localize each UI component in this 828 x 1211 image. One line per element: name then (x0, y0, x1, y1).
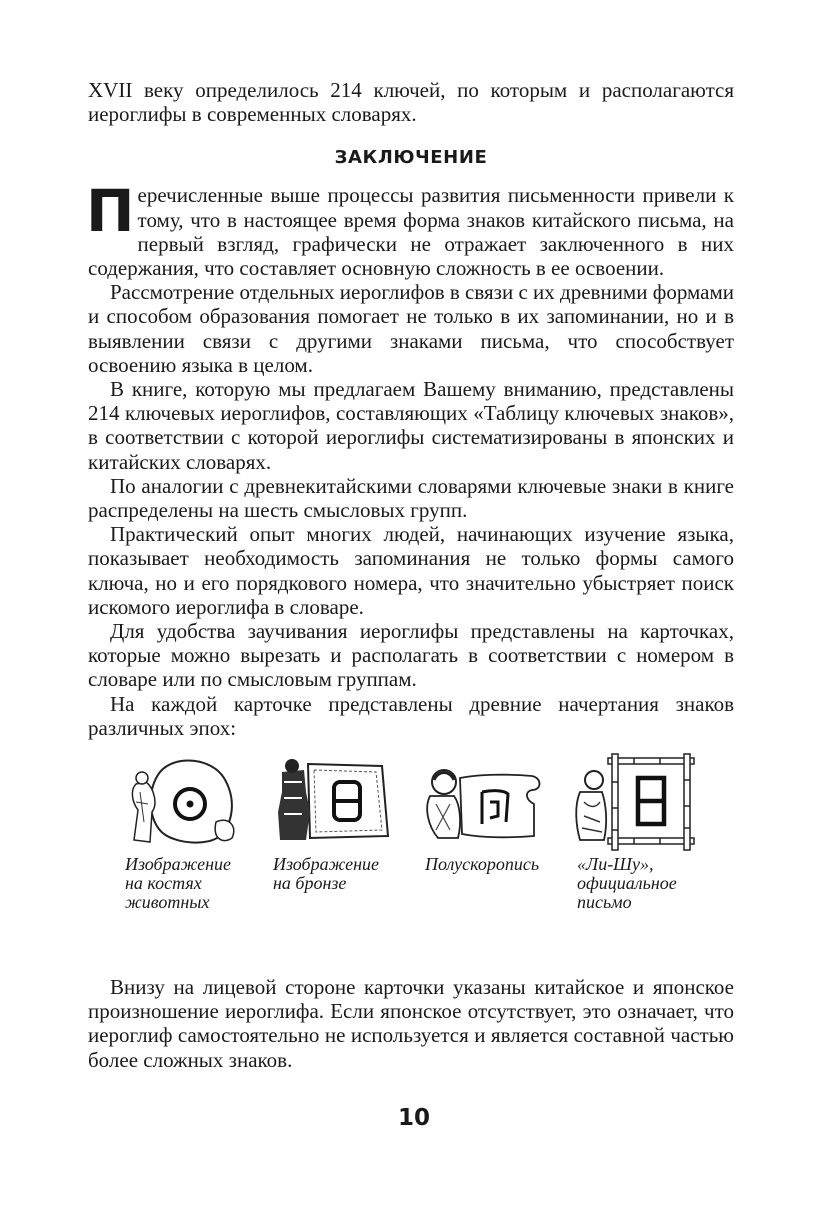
caption-line: письмо (577, 892, 632, 912)
figure-oracle-bone (120, 752, 250, 847)
paragraph-4: По аналогии с древнекитайскими словарями ключевые знаки в книге распределены на шесть смысловых групп. (88, 473, 734, 523)
caption-line: Изображение (125, 854, 232, 874)
caption-line: «Ли-Шу», (577, 854, 654, 874)
text-column (88, 78, 734, 740)
intro-paragraph: XVII веку определилось 214 ключей, по которым и располагаются иероглифы в современных словарях. (88, 78, 734, 127)
paragraph-2: Рассмотрение отдельных иероглифов в связи с их древними формами и способом образования помогает не только в их запоминании, но и в выявлении связи с другими знаками письма, что способствует освоению языка в целом. (88, 280, 734, 377)
figure-bronze (270, 752, 400, 847)
oracle-bone-icon (120, 752, 250, 847)
bronze-icon (270, 752, 400, 847)
figure-scroll (420, 752, 550, 847)
paragraph-7: На каждой карточке представлены древние начертания знаков различных эпох: (88, 691, 734, 740)
section-heading: ЗАКЛЮЧЕНИЕ (334, 147, 488, 169)
caption-line: животных (125, 892, 210, 912)
caption-bamboo-frame (577, 855, 677, 912)
paragraph-3: В книге, которую мы предлагаем Вашему вниманию, представлены 214 ключевых иероглифов, составляющих «Таблицу ключевых знаков», в соответствии с которой иероглифы систематизированы в японских и китайских словарях. (88, 377, 734, 474)
caption-oracle-bone (125, 855, 231, 912)
paragraph-1 (86, 177, 734, 281)
drop-cap: П (86, 177, 135, 246)
caption-line: Полускоропись (425, 854, 540, 874)
caption-scroll (425, 855, 539, 874)
caption-line: на бронзе (273, 873, 347, 893)
paragraph-1-text: еречисленные выше процессы развития письменности привели к тому, что в настоящее время форма знаков китайского письма, на первый взгляд, графически не отражает заключенного в них содержания, что составляет основную сложность в ее освоении. (88, 183, 734, 281)
paragraph-5: Практический опыт многих людей, начинающих изучение языка, показывает необходимость запоминания не только формы самого ключа, но и его порядкового номера, что значительно убыстряет поиск искомого иероглифа в словаре. (88, 522, 734, 619)
scroll-icon (420, 752, 550, 847)
closing-text (88, 975, 734, 1072)
caption-line: официальное (577, 873, 677, 893)
paragraph-6: Для удобства заучивания иероглифы представлены на карточках, которые можно вырезать и располагать в соответствии с номером в словаре или по смысловым группам. (88, 619, 734, 692)
caption-line: Изображение (273, 854, 380, 874)
figure-bamboo-frame (570, 752, 700, 852)
caption-bronze (273, 855, 379, 893)
page-number: 10 (397, 1105, 430, 1131)
paragraph-8: Внизу на лицевой стороне карточки указаны китайское и японское произношение иероглифа. Если японское отсутствует, это означает, что иероглиф самостоятельно не используется и является составной частью более сложных знаков. (88, 975, 734, 1072)
caption-line: на костях (125, 873, 202, 893)
bamboo-frame-icon (570, 752, 705, 852)
